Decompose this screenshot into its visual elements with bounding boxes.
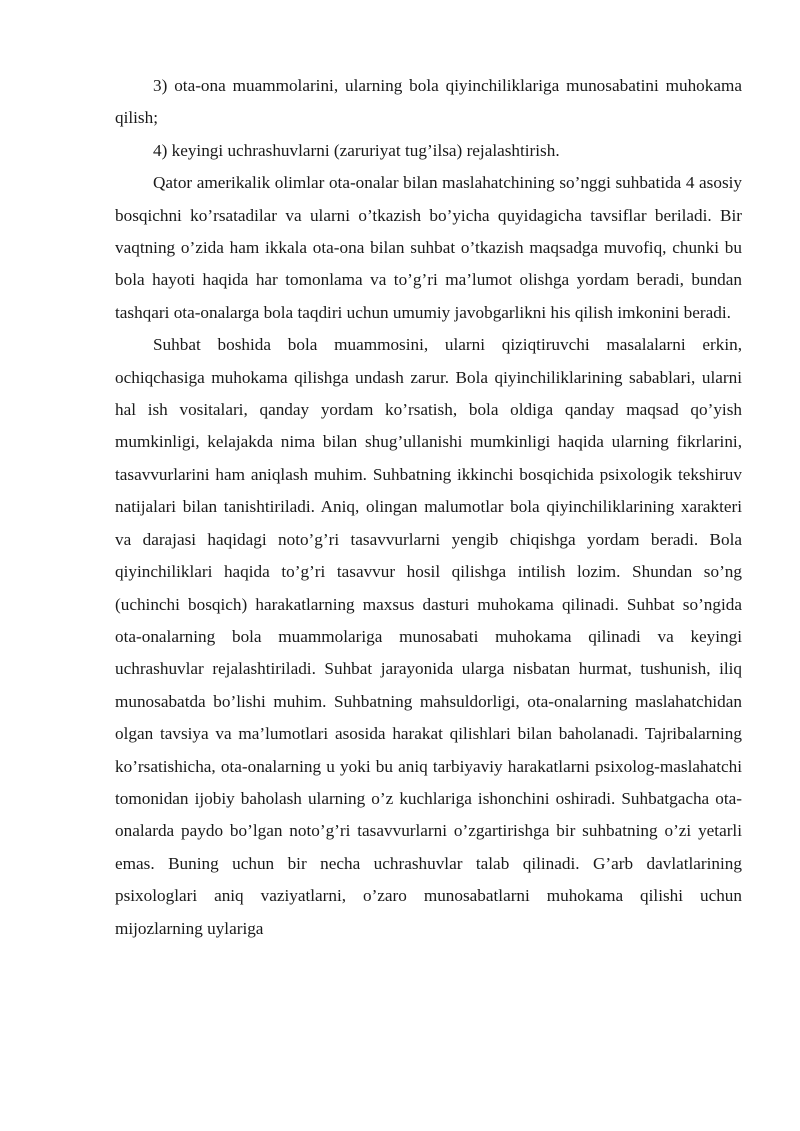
paragraph-american-scholars: Qator amerikalik olimlar ota-onalar bilan maslahatchining so’nggi suhbatida 4 asosiy bosqichni ko’rsatadilar va ularni o’tkazish bo’yicha quyidagicha tavsiflar beriladi. Bir vaqtning o’zida ham ikkala ota-ona bilan suhbat o’tkazish maqsadga muvofiq, chunki bu bola hayoti haqida har tomonlama va to’g’ri ma’lumot olishga yordam beradi, bundan tashqari ota-onalarga bola taqdiri uchun umumiy javobgarlikni his qilish imkonini beradi. — [115, 173, 742, 322]
paragraph-conversation-stages: Suhbat boshida bola muammosini, ularni qiziqtiruvchi masalalarni erkin, ochiqchasiga muhokama qilishga undash zarur. Bola qiyinchiliklarining sabablari, ularni hal ish vositalari, qanday yordam ko’rsatish, bola oldiga qanday maqsad qo’yish mumkinligi, kelajakda nima bilan shug’ullanishi mumkinligi haqida ularning fikrlarini, tasavvurlarini ham aniqlash muhim. Suhbatning ikkinchi bosqichida psixologik tekshiruv natijalari bilan tanishtiriladi. Aniq, olingan malumotlar bola qiyinchiliklarining xarakteri va darajasi haqidagi noto’g’ri tasavvurlarni yengib chiqishga yordam beradi. Bola qiyinchiliklari haqida to’g’ri tasavvur hosil qilishga intilish lozim. Shundan so’ng (uchinchi bosqich) harakatlarning maxsus dasturi muhokama qilinadi. Suhbat so’ngida ota-onalarning bola muammolariga munosabati muhokama qilinadi va keyingi uchrashuvlar rejalashtiriladi. Suhbat jarayonida ularga nisbatan hurmat, tushunish, iliq munosabatda bo’lishi muhim. Suhbatning mahsuldorligi, ota-onalarning maslahatchidan olgan tavsiya va ma’lumotlari asosida harakat qilishlari bilan baholanadi. Tajribalarning ko’rsatishicha, ota-onalarning u yoki bu aniq tarbiyaviy harakatlarni psixolog-maslahatchi tomonidan ijobiy baholash ularning o’z kuchlariga ishonchini oshiradi. Suhbatgacha ota-onalarda paydo bo’lgan noto’g’ri tasavvurlarni o’zgartirishga bir suhbatning o’zi yetarli emas. Buning uchun bir necha uchrashuvlar talab qilinadi. G’arb davlatlarining psixologlari aniq vaziyatlarni, o’zaro munosabatlarni muhokama qilishi uchun mijozlarning uylariga — [115, 335, 742, 938]
paragraph-item-4: 4) keyingi uchrashuvlarni (zaruriyat tug’ilsa) rejalashtirish. — [153, 140, 560, 160]
paragraph-item-3: 3) ota-ona muammolarini, ularning bola qiyinchiliklariga munosabatini muhokama qilish; — [115, 76, 742, 128]
document-page — [115, 70, 742, 945]
